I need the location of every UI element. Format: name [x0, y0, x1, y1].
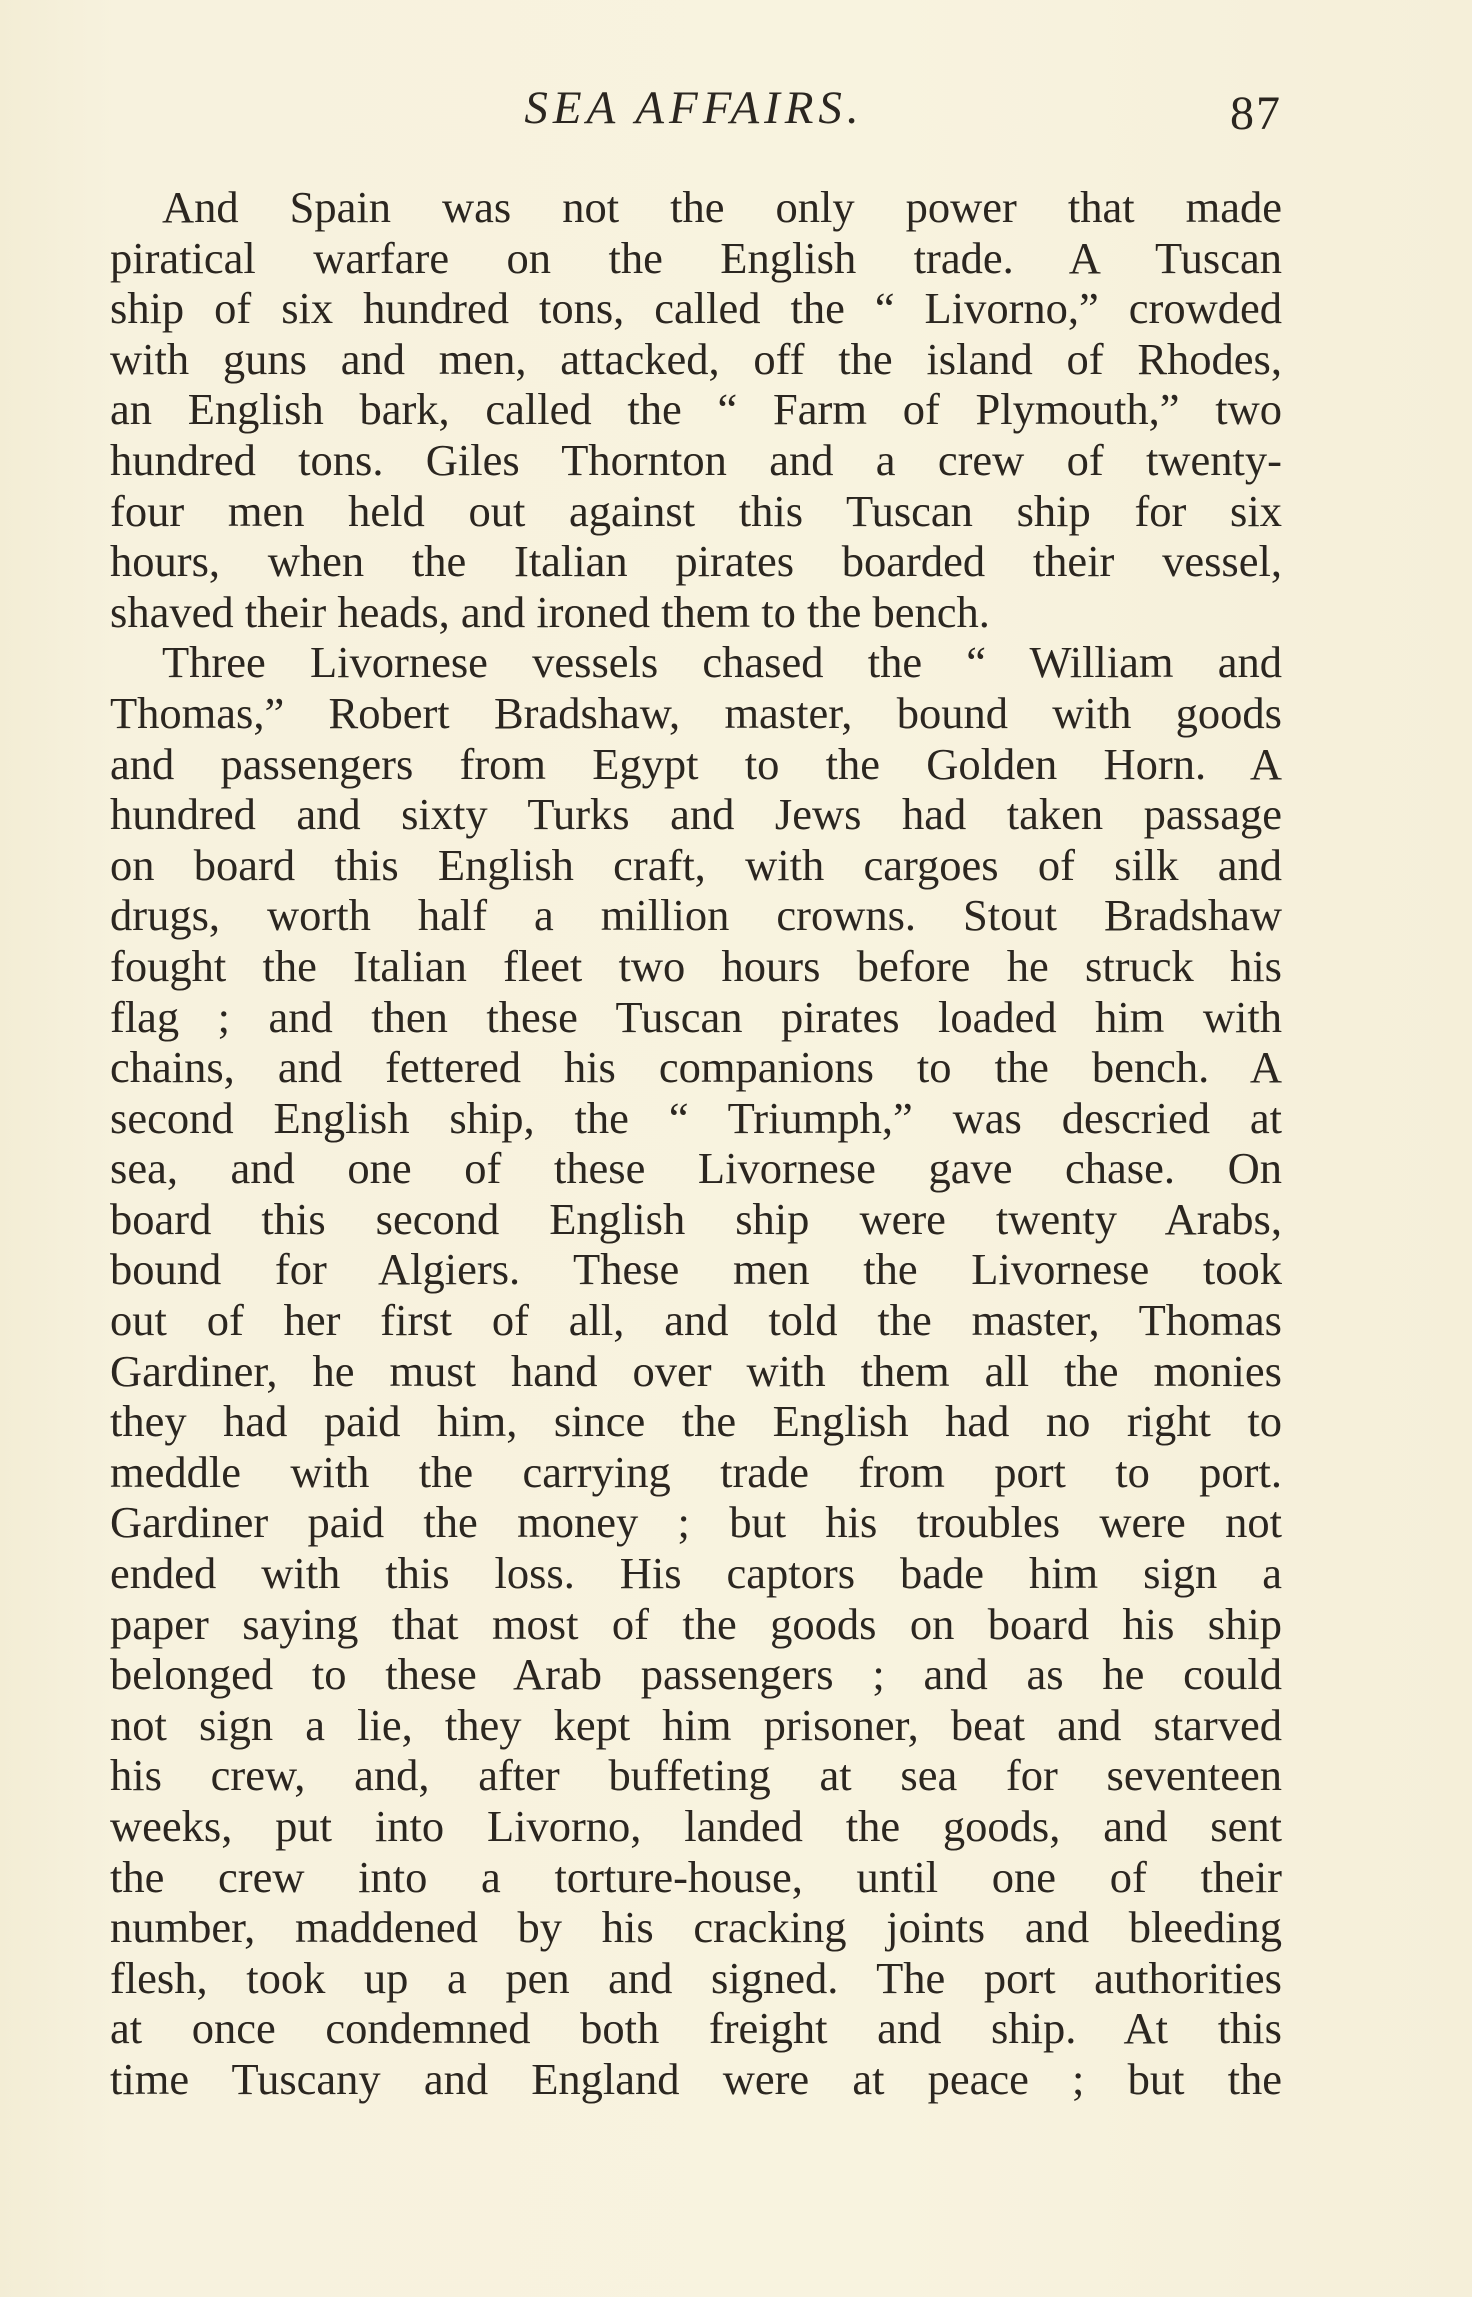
text-line: his crew, and, after buffeting at sea for seventeen	[110, 1750, 1282, 1801]
text-line: ship of six hundred tons, called the “ Livorno,” crowded	[110, 283, 1282, 334]
page-number: 87	[1230, 87, 1282, 140]
paragraph	[110, 637, 1282, 2104]
text-line: drugs, worth half a million crowns. Stout Bradshaw	[110, 890, 1282, 941]
text-line: Thomas,” Robert Bradshaw, master, bound with goods	[110, 687, 1282, 738]
text-line: meddle with the carrying trade from port to port.	[110, 1446, 1282, 1497]
text-line: Gardiner, he must hand over with them all the monies	[110, 1345, 1282, 1396]
text-line: with guns and men, attacked, off the island of Rhodes,	[110, 333, 1282, 384]
paragraph	[110, 182, 1282, 637]
text-line: time Tuscany and England were at peace ; but the	[110, 2053, 1282, 2104]
text-line: the crew into a torture-house, until one of their	[110, 1851, 1282, 1902]
running-title: SEA AFFAIRS.	[524, 82, 864, 134]
text-line: paper saying that most of the goods on board his ship	[110, 1598, 1282, 1649]
text-line: out of her first of all, and told the master, Thomas	[110, 1295, 1282, 1346]
text-line: bound for Algiers. These men the Livornese took	[110, 1244, 1282, 1295]
running-header	[108, 78, 1280, 148]
text-line: on board this English craft, with cargoes of silk and	[110, 839, 1282, 890]
text-line: And Spain was not the only power that made	[162, 182, 1282, 232]
text-line: flesh, took up a pen and signed. The port authorities	[110, 1952, 1282, 2003]
text-line: Gardiner paid the money ; but his troubles were not	[110, 1497, 1282, 1548]
text-line: hours, when the Italian pirates boarded their vessel,	[110, 536, 1282, 587]
text-line: shaved their heads, and ironed them to the bench.	[110, 586, 990, 637]
text-line: piratical warfare on the English trade. A Tuscan	[110, 232, 1282, 283]
text-line: fought the Italian fleet two hours before he struck his	[110, 940, 1282, 991]
text-line: board this second English ship were twenty Arabs,	[110, 1193, 1282, 1244]
text-line: weeks, put into Livorno, landed the goods, and sent	[110, 1801, 1282, 1851]
text-line: hundred tons. Giles Thornton and a crew of twenty-	[110, 434, 1282, 485]
text-line: not sign a lie, they kept him prisoner, beat and starved	[110, 1699, 1282, 1750]
text-line: and passengers from Egypt to the Golden Horn. A	[110, 738, 1282, 789]
text-line: hundred and sixty Turks and Jews had taken passage	[110, 789, 1282, 840]
text-line: number, maddened by his cracking joints and bleeding	[110, 1902, 1282, 1953]
text-line: Three Livornese vessels chased the “ William and	[162, 637, 1282, 688]
text-line: they had paid him, since the English had no right to	[110, 1396, 1282, 1447]
text-line: belonged to these Arab passengers ; and as he could	[110, 1649, 1282, 1700]
text-line: second English ship, the “ Triumph,” was descried at	[110, 1092, 1282, 1143]
text-line: ended with this loss. His captors bade him sign a	[110, 1548, 1282, 1599]
text-line: four men held out against this Tuscan ship for six	[110, 485, 1282, 536]
text-line: chains, and fettered his companions to the bench. A	[110, 1042, 1282, 1093]
text-line: at once condemned both freight and ship. At this	[110, 2003, 1282, 2054]
body-text	[110, 182, 1282, 2105]
text-line: flag ; and then these Tuscan pirates loaded him with	[110, 991, 1282, 1042]
text-line: an English bark, called the “ Farm of Plymouth,” two	[110, 384, 1282, 435]
text-line: sea, and one of these Livornese gave chase. On	[110, 1143, 1282, 1194]
